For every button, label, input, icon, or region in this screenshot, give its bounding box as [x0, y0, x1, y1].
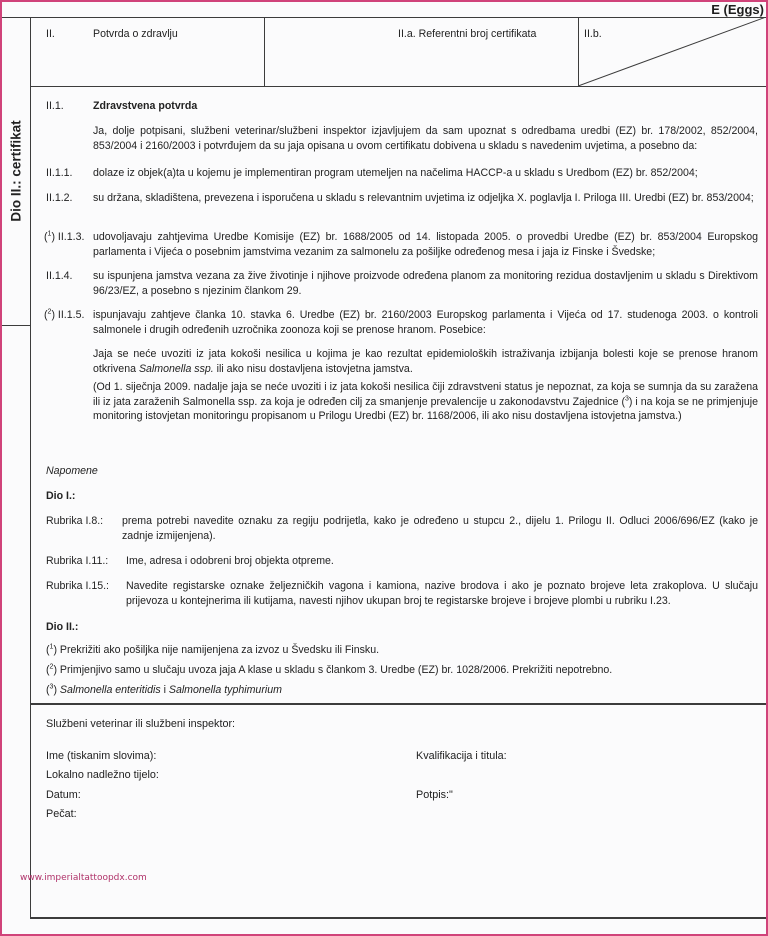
diagonal-strike: [578, 17, 766, 87]
qualification-field[interactable]: Kvalifikacija i titula:: [416, 750, 507, 762]
footnote-text: ($^3$) Salmonella enteritidis i Salmonella typhimurium: [46, 683, 282, 696]
clause-text: udovoljavaju zahtjevima Uredbe Komisije (EZ) br. 1688/2005 od 14. listopada 2005. o provedbi Uredbe (EZ) br. 853/2004 Europskog parlamenta i Vijeća o posebnim jamstvima vezanim za salmonelu za pošiljke određenog mesa i jaja iz Finske i Švedske;: [93, 231, 758, 258]
notes-title: Napomene: [46, 465, 98, 477]
footnote-item: [46, 683, 758, 698]
note-text: Navedite registarske oznake željezničkih vagona i kamiona, nazive brodova i ako je poznato brojeve leta zrakoplova. U slučaju prijevoza u kontejnerima ili kutijama, navesti njihov ukupan broj te registarske brojeve i brojeve plombi u rubriku I.23.: [126, 580, 758, 607]
note-text: prema potrebi navedite oznaku za regiju podrijetla, kako je određeno u stupcu 2., dijelu 1. Prilogu II. Odluci 2006/696/EZ (kako je zadnje izmijenjena).: [122, 515, 758, 542]
stamp-field[interactable]: Pečat:: [46, 808, 77, 820]
footnote-text: ($^1$) Prekrižiti ako pošiljka nije namijenjena za izvoz u Švedsku ili Finsku.: [46, 643, 380, 656]
notes-part2-title: Dio II.:: [46, 621, 79, 633]
notes-part1-title: Dio I.:: [46, 490, 76, 502]
clause-text: dolaze iz objek(a)ta u kojemu je implementiran program utemeljen na načelima HACCP-a u skladu s Uredbom (EZ) br. 852/2004;: [93, 167, 698, 179]
note-label: Rubrika I.11.:: [46, 555, 109, 567]
side-label-text: Dio II.: certifikat: [8, 120, 24, 222]
watermark: www.imperialtattoopdx.com: [20, 873, 147, 883]
authority-field[interactable]: Lokalno nadležno tijelo:: [46, 769, 159, 781]
clause-number: ($^2$) II.1.5.: [44, 308, 85, 321]
clause-number: ($^1$) II.1.3.: [44, 230, 85, 243]
reference-number-field[interactable]: II.a. Referentni broj certifikata: [398, 28, 537, 40]
divider: [30, 703, 766, 705]
intro-text: Ja, dolje potpisani, službeni veterinar/službeni inspektor izjavljujem da sam upoznat s odredbama uredbi (EZ) br. 178/2002, 852/2004, 853/2004 i 2160/2003 i potvrđujem da su jaja opisana u ovom certifikatu dobivena u skladu s navedenim uvjetima, a posebno da:: [93, 125, 758, 152]
clause-number: II.1.4.: [46, 270, 73, 282]
note-label: Rubrika I.15.:: [46, 580, 110, 592]
date-field[interactable]: Datum:: [46, 789, 81, 801]
top-bar: [2, 2, 766, 17]
footnote-item: [46, 663, 758, 678]
note-text: Ime, adresa i odobreni broj objekta otpreme.: [126, 555, 334, 567]
footnote-text: ($^2$) Primjenjivo samo u slučaju uvoza jaja A klase u skladu s člankom 3. Uredbe (EZ) br. 1028/2006. Prekrižiti nepotrebno.: [46, 663, 613, 676]
divider: [2, 325, 30, 326]
section-title: Potvrda o zdravlju: [93, 28, 178, 40]
clause-number: II.1.1.: [46, 167, 73, 179]
paragraph-text: Jaja se neće uvoziti iz jata kokoši nesilica u kojima je kao rezultat epidemioloških istraživanja izbijanja bolesti koje se prenose hranom otkrivena Salmonella ssp. ili ako nisu dostavljena istovjetna jamstva.: [93, 348, 758, 375]
divider: [30, 917, 766, 919]
footnote-item: [46, 643, 758, 658]
paragraph-text: (Od 1. siječnja 2009. nadalje jaja se neće uvoziti i iz jata kokoši nesilica čiji zdravstveni status je nepoznat, za koja se sumnja da su zaražena ili iz jata zaraženih Salmonella ssp. za koja je određen cilj za smanjenje prevalencije u zakonodavstvu Zajednice ($^3$) i na koja se ne primjenjuje monitoring istovjetan monitoringu propisanom u Prilogu Uredbi (EZ) br. 1168/2006, ili ako nisu dostavljena istovjetna jamstva.): [93, 381, 758, 422]
side-label: [2, 17, 30, 325]
clause-text: ispunjavaju zahtjeve članka 10. stavka 6. Uredbe (EZ) br. 2160/2003 Europskog parlamenta i Vijeća od 17. studenoga 2003. o kontroli salmonele i drugih određenih uzročnika zoonoza koji se prenose hranom. Posebice:: [93, 309, 758, 336]
clause-text: su ispunjena jamstva vezana za žive životinje i njihove proizvode određena planom za monitoring rezidua dostavljenim u skladu s Direktivom 96/23/EZ, a posebno s njezinim člankom 29.: [93, 270, 758, 297]
divider: [30, 17, 31, 918]
iib-field: II.b.: [584, 28, 602, 40]
certificate-code: E (Eggs): [711, 2, 764, 17]
signature-field[interactable]: Potpis:": [416, 789, 453, 801]
clause-number: II.1.2.: [46, 192, 73, 204]
clause-number: II.1.: [46, 100, 64, 112]
note-label: Rubrika I.8.:: [46, 515, 104, 527]
clause-title: Zdravstvena potvrda: [93, 100, 198, 112]
name-field[interactable]: Ime (tiskanim slovima):: [46, 750, 157, 762]
section-number: II.: [46, 28, 55, 40]
divider: [264, 17, 265, 86]
signature-block-title: Službeni veterinar ili službeni inspektor:: [46, 718, 236, 730]
clause-text: su držana, skladištena, prevezena i isporučena u skladu s relevantnim uvjetima iz odjeljka X. poglavlja I. Priloga III. Uredbi (EZ) br. 853/2004;: [93, 192, 754, 204]
